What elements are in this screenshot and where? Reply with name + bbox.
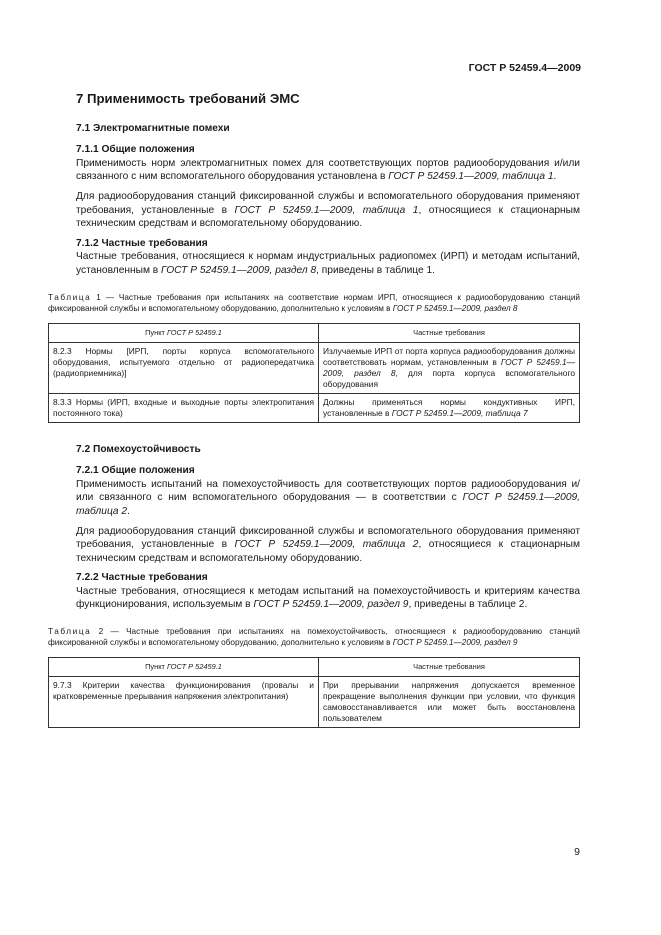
- text: .: [127, 505, 130, 517]
- section-7-1-2-title: [76, 237, 580, 251]
- text: .: [553, 171, 557, 183]
- table-row: [49, 342, 580, 393]
- text: 2 — Частные требования при испытаниях на помехоустойчивость, относящиеся к радиооборудованию станций фиксированной службы и вспомогательному оборудованию, дополнительно к условиям в: [48, 627, 580, 648]
- paragraph-7-1-2: [76, 250, 580, 277]
- column-header-clause: [49, 658, 319, 677]
- text: , относящиеся к стационарным техническим средствам и вспомогательному оборудованию.: [76, 204, 580, 230]
- text: Для радиооборудования станций фиксированной службы и вспомогательного оборудования применяют требования, установленные в: [76, 190, 580, 216]
- text: , для порта корпуса вспомогательного оборудования: [323, 367, 575, 389]
- section-7-2-2-label: 7.2.2 Частные требования: [76, 572, 208, 584]
- caption-word: Таблица: [48, 627, 92, 637]
- section-7-1-2-label: 7.1.2 Частные требования: [76, 237, 208, 249]
- reference: ГОСТ Р 52459.1—2009, раздел 9: [392, 638, 518, 648]
- section-7-2-title: 7.2 Помехоустойчивость: [76, 443, 201, 455]
- section-7-2-1-title: [76, 464, 580, 478]
- column-header-requirements: Частные требования: [319, 658, 580, 677]
- text: , приведены в таблице 2.: [408, 599, 528, 611]
- paragraph-7-2-1-b: [76, 525, 580, 566]
- reference: ГОСТ Р 52459.1—2009, раздел 8: [323, 356, 575, 378]
- table-cell-requirement: [319, 393, 580, 422]
- table-header-row: [49, 323, 580, 342]
- section-7-1-title: 7.1 Электромагнитные помехи: [76, 122, 230, 134]
- section-7-title: 7 Применимость требований ЭМС: [76, 91, 300, 106]
- column-header-clause: [49, 323, 319, 342]
- reference: ГОСТ Р 52459.1—2009, таблица 2: [234, 539, 419, 551]
- table-1-caption: [48, 292, 580, 314]
- text: Для радиооборудования станций фиксированной службы и вспомогательного оборудования применяют требования, установленные в: [76, 525, 580, 551]
- section-7-1-1-title: [76, 143, 580, 157]
- reference: ГОСТ Р 52459.1—2009, раздел 8: [161, 264, 317, 276]
- reference: ГОСТ Р 52459.1—2009, таблица 1: [234, 204, 419, 216]
- table-header-row: [49, 658, 580, 677]
- text: Пункт: [145, 662, 167, 672]
- reference: ГОСТ Р 52459.1—2009, таблица 2: [76, 492, 580, 517]
- reference: ГОСТ Р 52459.1: [166, 662, 222, 672]
- text: , относящиеся к стационарным техническим средствам и вспомогательному оборудованию.: [76, 539, 580, 564]
- document-header-id: ГОСТ Р 52459.4—2009: [468, 62, 581, 74]
- section-7-2-2-title: [76, 571, 580, 585]
- reference: ГОСТ Р 52459.1: [166, 327, 222, 337]
- text: Должны применяться нормы кондуктивных ИРП, установленные в: [323, 396, 575, 418]
- table-1: [48, 323, 580, 423]
- paragraph-7-1-1-a: [76, 157, 580, 184]
- section-7-2-1-label: 7.2.1 Общие положения: [76, 465, 195, 477]
- paragraph-7-2-1-a: [76, 478, 580, 519]
- text: Применимость норм электромагнитных помех для соответствующих портов радиооборудования и/или связанного с ним вспомогательного оборудования установлена в: [76, 157, 580, 183]
- table-cell-clause: 9.7.3 Критерии качества функционирования (провалы и кратковременные прерывания напряжения электропитания): [49, 677, 319, 728]
- paragraph-7-2-2: [76, 585, 580, 612]
- table-cell-clause: 8.2.3 Нормы [ИРП, порты корпуса вспомогательного оборудования, испытуемого отдельно от радиопередатчика (радиоприемника)]: [49, 342, 319, 393]
- text: 1 — Частные требования при испытаниях на соответствие нормам ИРП, относящиеся к радиооборудованию станций фиксированной службы и вспомогательному оборудованию, дополнительно к условиям в: [48, 292, 580, 313]
- table-row: [49, 393, 580, 422]
- table-cell-requirement: При прерывании напряжения допускается временное прекращение выполнения функции при условии, что функция самовосстанавливается или может быть восстановлена пользователем: [319, 677, 580, 728]
- text: Частные требования, относящиеся к методам испытаний на помехоустойчивость и критериям качества функционирования, используемым в: [76, 585, 580, 611]
- table-row: [49, 677, 580, 728]
- caption-word: Таблица: [48, 292, 92, 302]
- column-header-requirements: Частные требования: [319, 323, 580, 342]
- reference: ГОСТ Р 52459.1—2009, таблица 1: [388, 171, 554, 183]
- page-number: 9: [574, 846, 580, 858]
- text: , приведены в таблице 1.: [316, 264, 435, 276]
- reference: ГОСТ Р 52459.1—2009, раздел 8: [392, 303, 518, 313]
- text: Частные требования, относящиеся к нормам индустриальных радиопомех (ИРП) и методам испытаний, установленным в: [76, 251, 580, 276]
- paragraph-7-1-1-b: [76, 190, 580, 231]
- table-cell-clause: 8.3.3 Нормы (ИРП, входные и выходные порты электропитания постоянного тока): [49, 393, 319, 422]
- text: Излучаемые ИРП от порта корпуса радиооборудования должны соответствовать нормам, установленным в: [323, 345, 575, 367]
- table-2: [48, 657, 580, 728]
- text: Пункт: [145, 327, 167, 337]
- text: Применимость испытаний на помехоустойчивость для соответствующих портов радиооборудования и/или связанного с ним вспомогательного оборудования — в соответствии с: [76, 478, 580, 504]
- section-7-1-1-label: 7.1.1 Общие положения: [76, 144, 195, 156]
- reference: ГОСТ Р 52459.1—2009, раздел 9: [253, 599, 409, 611]
- table-2-caption: [48, 626, 580, 648]
- page-content: [48, 90, 580, 728]
- reference: ГОСТ Р 52459.1—2009, таблица 7: [391, 407, 528, 418]
- table-cell-requirement: [319, 342, 580, 393]
